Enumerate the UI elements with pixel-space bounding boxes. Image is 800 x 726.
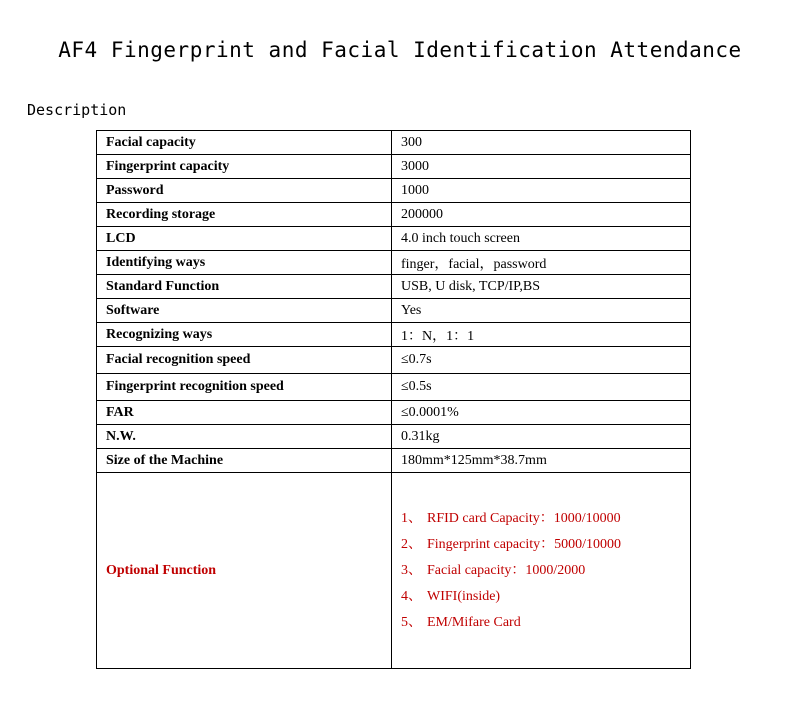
list-item-text: RFID card Capacity：1000/10000 bbox=[427, 510, 621, 526]
spec-label: Password bbox=[97, 179, 392, 203]
spec-value: ≤0.0001% bbox=[392, 401, 691, 425]
table-row bbox=[97, 299, 691, 323]
spec-label: Identifying ways bbox=[97, 251, 392, 275]
spec-value: USB, U disk, TCP/IP,BS bbox=[392, 275, 691, 299]
table-row bbox=[97, 251, 691, 275]
spec-label: LCD bbox=[97, 227, 392, 251]
list-item-number: 3、 bbox=[401, 562, 422, 578]
list-item-text: EM/Mifare Card bbox=[427, 614, 521, 630]
list-item bbox=[401, 532, 690, 558]
section-heading: Description bbox=[27, 101, 127, 119]
spec-value: finger，facial，password bbox=[392, 251, 691, 275]
spec-label: Standard Function bbox=[97, 275, 392, 299]
spec-table bbox=[96, 130, 691, 669]
table-row bbox=[97, 203, 691, 227]
spec-value: 3000 bbox=[392, 155, 691, 179]
spec-value: Yes bbox=[392, 299, 691, 323]
spec-label: Facial recognition speed bbox=[97, 347, 392, 374]
list-item bbox=[401, 558, 690, 584]
spec-label: Recording storage bbox=[97, 203, 392, 227]
spec-label: Recognizing ways bbox=[97, 323, 392, 347]
table-row bbox=[97, 374, 691, 401]
table-row bbox=[97, 425, 691, 449]
table-row bbox=[97, 179, 691, 203]
optional-function-row bbox=[97, 473, 691, 669]
page-title: AF4 Fingerprint and Facial Identification Attendance bbox=[58, 38, 742, 62]
table-row bbox=[97, 155, 691, 179]
list-item-number: 4、 bbox=[401, 588, 422, 604]
list-item-text: Fingerprint capacity：5000/10000 bbox=[427, 536, 622, 552]
spec-value: 1000 bbox=[392, 179, 691, 203]
spec-label: Facial capacity bbox=[97, 131, 392, 155]
spec-label: N.W. bbox=[97, 425, 392, 449]
optional-function-list bbox=[401, 506, 690, 636]
optional-function-list-cell bbox=[392, 473, 691, 669]
spec-value: ≤0.7s bbox=[392, 347, 691, 374]
list-item-number: 1、 bbox=[401, 510, 422, 526]
spec-label: Fingerprint capacity bbox=[97, 155, 392, 179]
spec-value: 180mm*125mm*38.7mm bbox=[392, 449, 691, 473]
spec-value: 1：N，1：1 bbox=[392, 323, 691, 347]
spec-value: 4.0 inch touch screen bbox=[392, 227, 691, 251]
spec-label: Size of the Machine bbox=[97, 449, 392, 473]
spec-label: Software bbox=[97, 299, 392, 323]
spec-value: ≤0.5s bbox=[392, 374, 691, 401]
table-row bbox=[97, 275, 691, 299]
spec-label: Fingerprint recognition speed bbox=[97, 374, 392, 401]
spec-value: 200000 bbox=[392, 203, 691, 227]
optional-function-label: Optional Function bbox=[97, 473, 392, 669]
table-row bbox=[97, 449, 691, 473]
list-item-text: Facial capacity：1000/2000 bbox=[427, 562, 586, 578]
table-row bbox=[97, 131, 691, 155]
spec-value: 300 bbox=[392, 131, 691, 155]
list-item-number: 2、 bbox=[401, 536, 422, 552]
table-row bbox=[97, 347, 691, 374]
list-item bbox=[401, 584, 690, 610]
list-item bbox=[401, 610, 690, 636]
spec-label: FAR bbox=[97, 401, 392, 425]
list-item-text: WIFI(inside) bbox=[427, 588, 501, 604]
spec-value: 0.31kg bbox=[392, 425, 691, 449]
list-item-number: 5、 bbox=[401, 614, 422, 630]
table-row bbox=[97, 401, 691, 425]
list-item bbox=[401, 506, 690, 532]
table-row bbox=[97, 227, 691, 251]
table-row bbox=[97, 323, 691, 347]
